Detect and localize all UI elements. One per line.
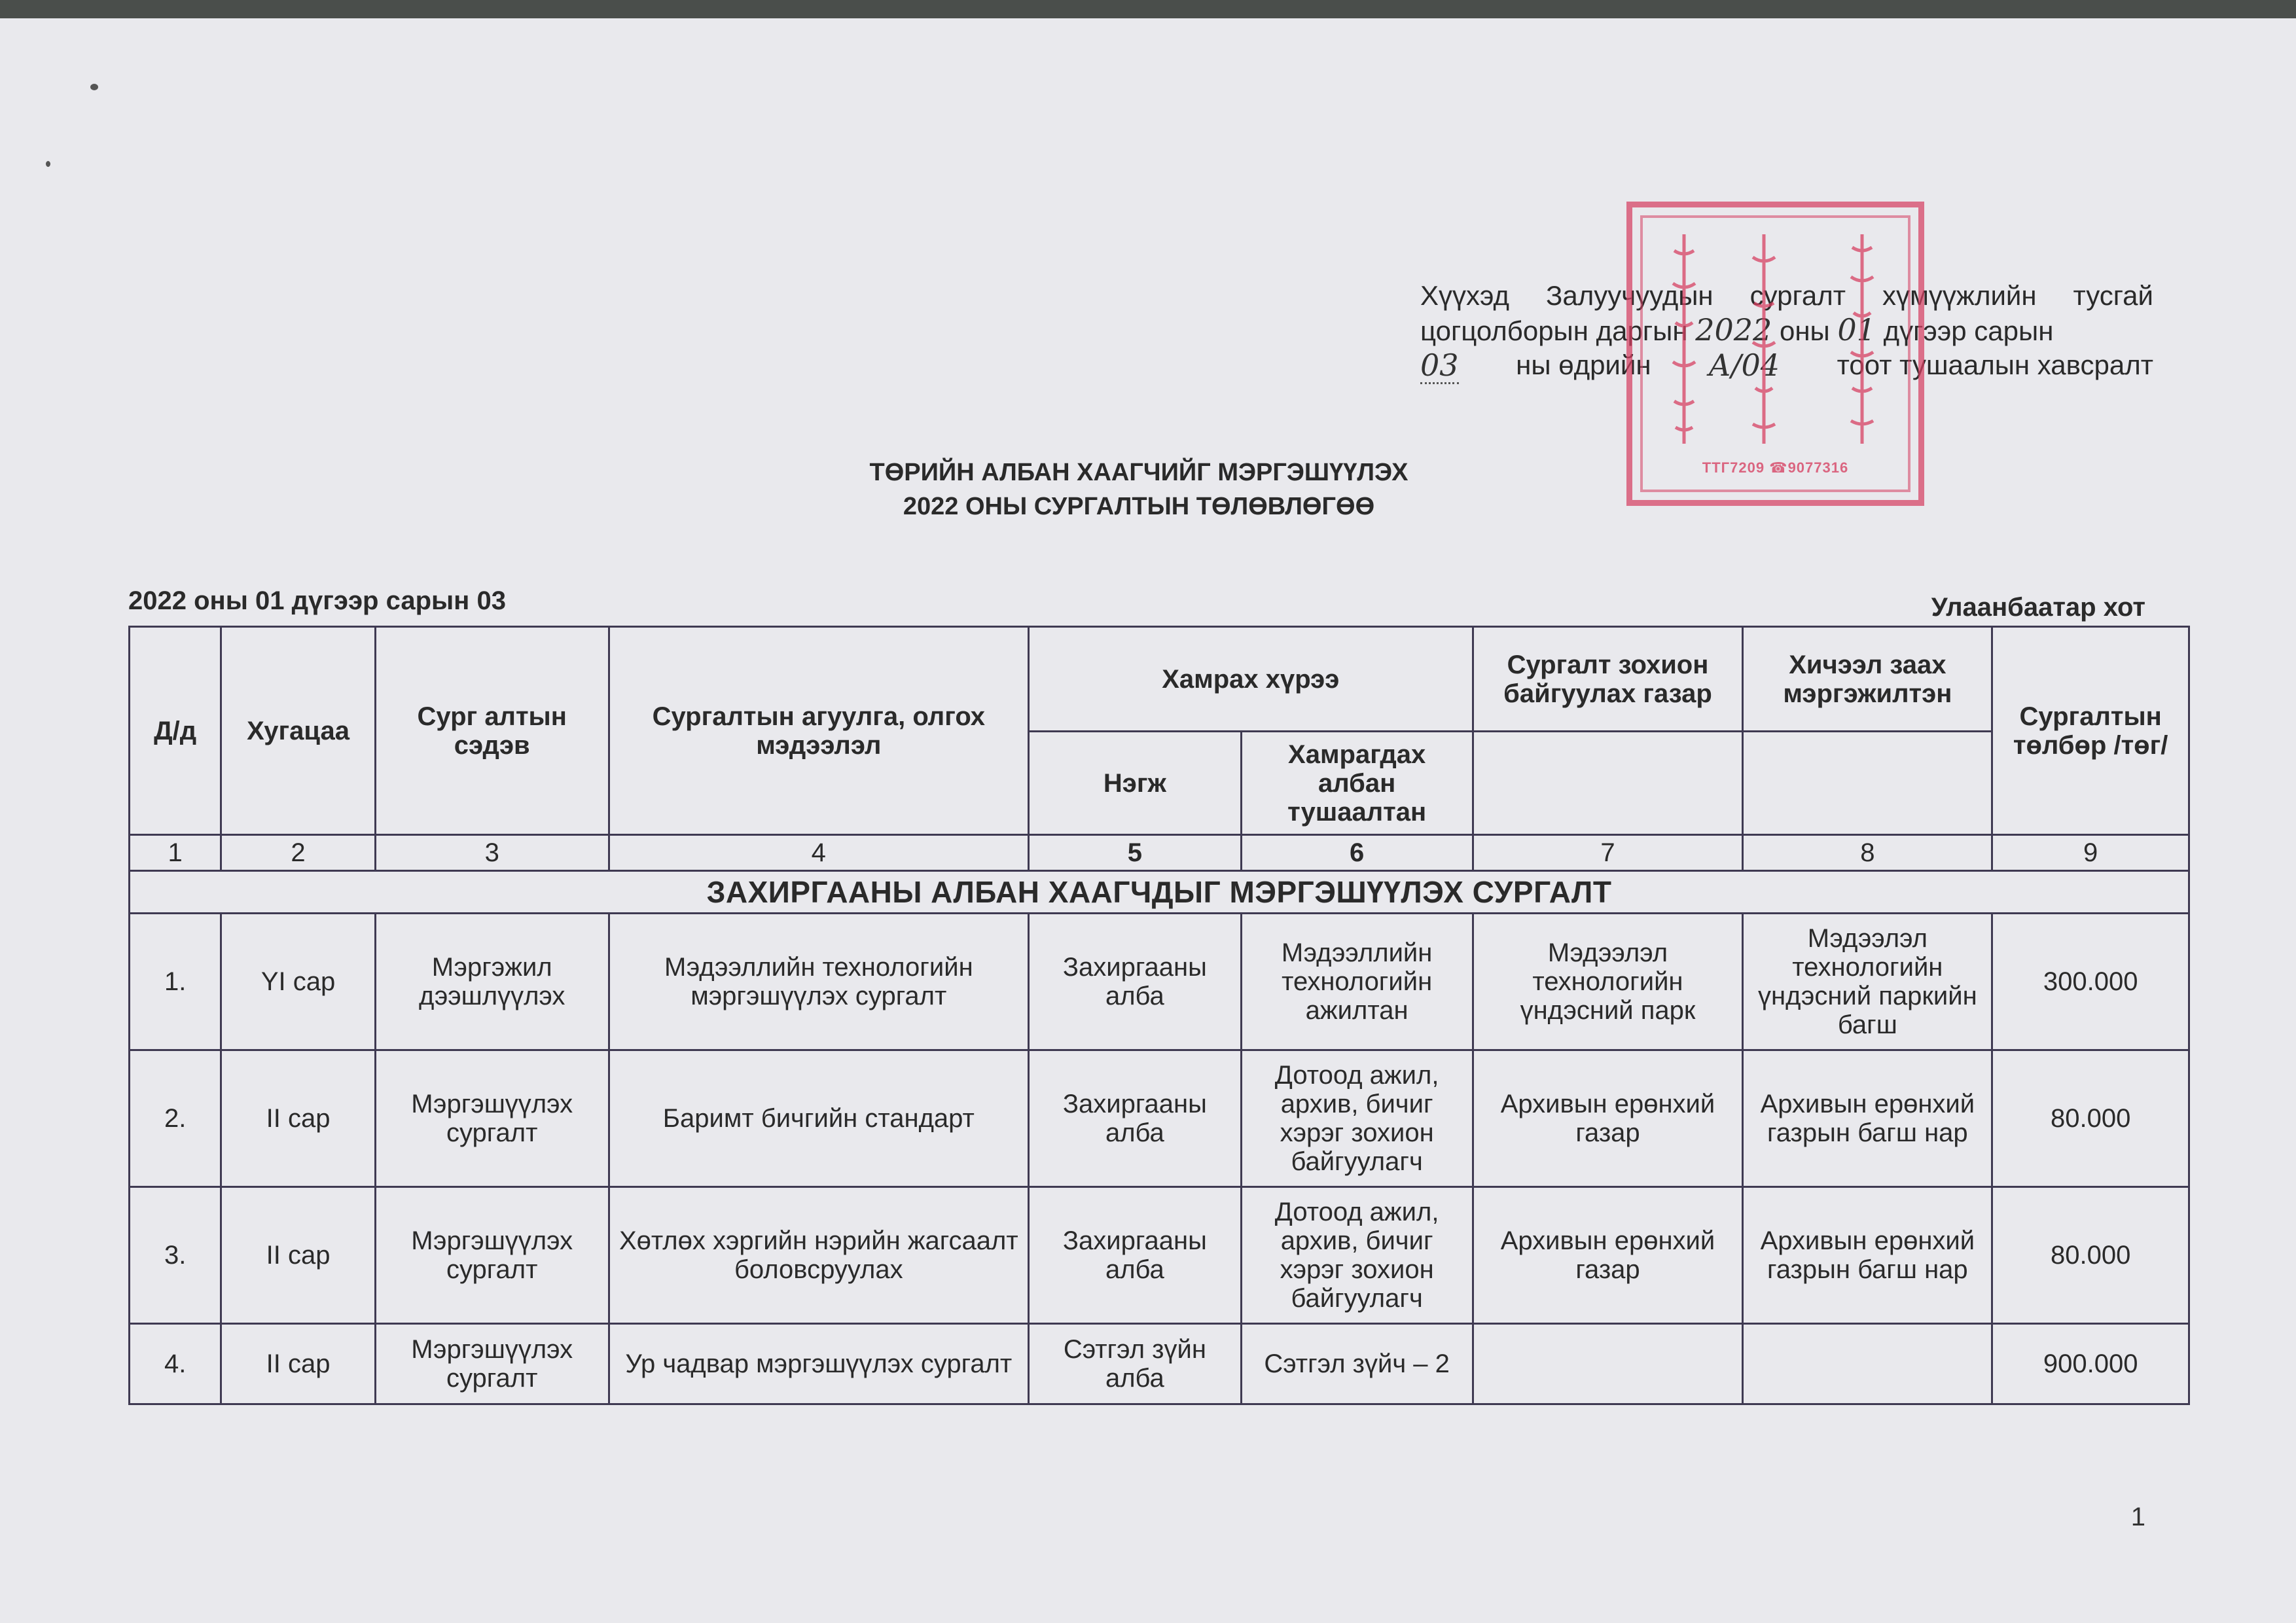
cell-period: II сар xyxy=(221,1050,376,1187)
cell-no: 4. xyxy=(130,1324,221,1404)
header-period: Хугацаа xyxy=(221,627,376,835)
cell-fee: 900.000 xyxy=(1992,1324,2189,1404)
column-number: 2 xyxy=(221,835,376,871)
header-organizer: Сургалт зохион байгуулах газар xyxy=(1473,627,1743,732)
header-coverage: Хамрах хүрээ xyxy=(1029,627,1473,732)
cell-period: YI сар xyxy=(221,914,376,1050)
stamp-inner-border xyxy=(1640,215,1910,492)
cell-organizer: Мэдээлэл технологийн үндэсний парк xyxy=(1473,914,1743,1050)
cell-teacher: Архивын ерөнхий газрын багш нар xyxy=(1743,1050,1992,1187)
stamp-script-column xyxy=(1741,231,1787,447)
cell-content: Мэдээллийн технологийн мэргэшүүлэх сургалт xyxy=(609,914,1028,1050)
official-stamp xyxy=(1626,202,1924,506)
handwritten-day: 03 xyxy=(1420,348,1459,383)
header-row xyxy=(130,627,2189,732)
column-number: 9 xyxy=(1992,835,2189,871)
table-row xyxy=(130,1324,2189,1404)
header-teacher-empty xyxy=(1743,732,1992,835)
document-city: Улаанбаатар хот xyxy=(1931,593,2145,622)
cell-topic: Мэргэшүүлэх сургалт xyxy=(375,1050,609,1187)
training-plan-table xyxy=(128,626,2190,1405)
page-number: 1 xyxy=(2130,1503,2145,1531)
column-number: 1 xyxy=(130,835,221,871)
cell-fee: 80.000 xyxy=(1992,1187,2189,1324)
title-line-2: 2022 ОНЫ СУРГАЛТЫН ТӨЛӨВЛӨГӨӨ xyxy=(903,493,1375,520)
stamp-code: ТТГ7209 ☎9077316 xyxy=(1702,459,1849,476)
cell-fee: 300.000 xyxy=(1992,914,2189,1050)
document-date: 2022 оны 01 дүгээр сарын 03 xyxy=(128,586,506,615)
stamp-script-column xyxy=(1839,231,1885,447)
handwritten-order-number: А/04 xyxy=(1708,348,1780,383)
cell-teacher xyxy=(1743,1324,1992,1404)
table-row xyxy=(130,914,2189,1050)
handwritten-month: 01 xyxy=(1837,312,1876,348)
cell-organizer: Архивын ерөнхий газар xyxy=(1473,1050,1743,1187)
column-number: 6 xyxy=(1241,835,1473,871)
cell-fee: 80.000 xyxy=(1992,1050,2189,1187)
column-number: 7 xyxy=(1473,835,1743,871)
document-page xyxy=(0,18,2296,1623)
cell-teacher: Архивын ерөнхий газрын багш нар xyxy=(1743,1187,1992,1324)
document-title xyxy=(720,455,1558,524)
column-number: 8 xyxy=(1743,835,1992,871)
header-unit: Нэгж xyxy=(1029,732,1242,835)
cell-content: Хөтлөх хэргийн нэрийн жагсаалт боловсруулах xyxy=(609,1187,1028,1324)
cell-officials: Дотоод ажил, архив, бичиг хэрэг зохион байгуулагч xyxy=(1241,1050,1473,1187)
cell-officials: Сэтгэл зүйч – 2 xyxy=(1241,1324,1473,1404)
cell-no: 2. xyxy=(130,1050,221,1187)
header-content: Сургалтын агуулга, олгох мэдээлэл xyxy=(609,627,1028,835)
cell-unit: Захиргааны алба xyxy=(1029,1187,1242,1324)
header-organizer-empty xyxy=(1473,732,1743,835)
cell-unit: Захиргааны алба xyxy=(1029,1050,1242,1187)
column-number: 3 xyxy=(375,835,609,871)
cell-content: Баримт бичгийн стандарт xyxy=(609,1050,1028,1187)
cell-officials: Мэдээллийн технологийн ажилтан xyxy=(1241,914,1473,1050)
cell-organizer xyxy=(1473,1324,1743,1404)
header-teacher: Хичээл заах мэргэжилтэн xyxy=(1743,627,1992,732)
cell-organizer: Архивын ерөнхий газар xyxy=(1473,1187,1743,1324)
column-number: 5 xyxy=(1029,835,1242,871)
column-number-row xyxy=(130,835,2189,871)
cell-period: II сар xyxy=(221,1324,376,1404)
scan-speck xyxy=(46,161,50,167)
cell-no: 3. xyxy=(130,1187,221,1324)
section-row xyxy=(130,871,2189,914)
column-number: 4 xyxy=(609,835,1028,871)
cell-unit: Захиргааны алба xyxy=(1029,914,1242,1050)
annex-text: ны өдрийн xyxy=(1516,349,1651,380)
title-line-1: ТӨРИЙН АЛБАН ХААГЧИЙГ МЭРГЭШҮҮЛЭХ xyxy=(869,459,1408,486)
stamp-script-column xyxy=(1661,231,1707,447)
cell-content: Ур чадвар мэргэшүүлэх сургалт xyxy=(609,1324,1028,1404)
table-row xyxy=(130,1187,2189,1324)
header-topic: Сург алтын сэдэв xyxy=(375,627,609,835)
cell-no: 1. xyxy=(130,914,221,1050)
annex-text: дүгээр сарын xyxy=(1875,315,2054,346)
scan-speck xyxy=(90,84,98,90)
header-fee: Сургалтын төлбөр /төг/ xyxy=(1992,627,2189,835)
section-title: ЗАХИРГААНЫ АЛБАН ХААГЧДЫГ МЭРГЭШҮҮЛЭХ СУРГАЛТ xyxy=(130,871,2189,914)
header-no: Д/д xyxy=(130,627,221,835)
cell-topic: Мэргэшүүлэх сургалт xyxy=(375,1187,609,1324)
cell-unit: Сэтгэл зүйн алба xyxy=(1029,1324,1242,1404)
header-officials: Хамрагдах албан тушаалтан xyxy=(1241,732,1473,835)
cell-period: II сар xyxy=(221,1187,376,1324)
cell-topic: Мэргэшүүлэх сургалт xyxy=(375,1324,609,1404)
cell-officials: Дотоод ажил, архив, бичиг хэрэг зохион байгуулагч xyxy=(1241,1187,1473,1324)
table-row xyxy=(130,1050,2189,1187)
annex-text: тоот тушаалын хавсралт xyxy=(1837,349,2153,380)
annex-text: оны xyxy=(1772,315,1838,346)
annex-text: Хүүхэд Залуучуудын сургалт хүмүүжлийн тусгай цогцолборын даргын xyxy=(1420,280,2153,346)
handwritten-year: 2022 xyxy=(1695,312,1772,348)
cell-teacher: Мэдээлэл технологийн үндэсний паркийн багш xyxy=(1743,914,1992,1050)
cell-topic: Мэргэжил дээшлүүлэх xyxy=(375,914,609,1050)
